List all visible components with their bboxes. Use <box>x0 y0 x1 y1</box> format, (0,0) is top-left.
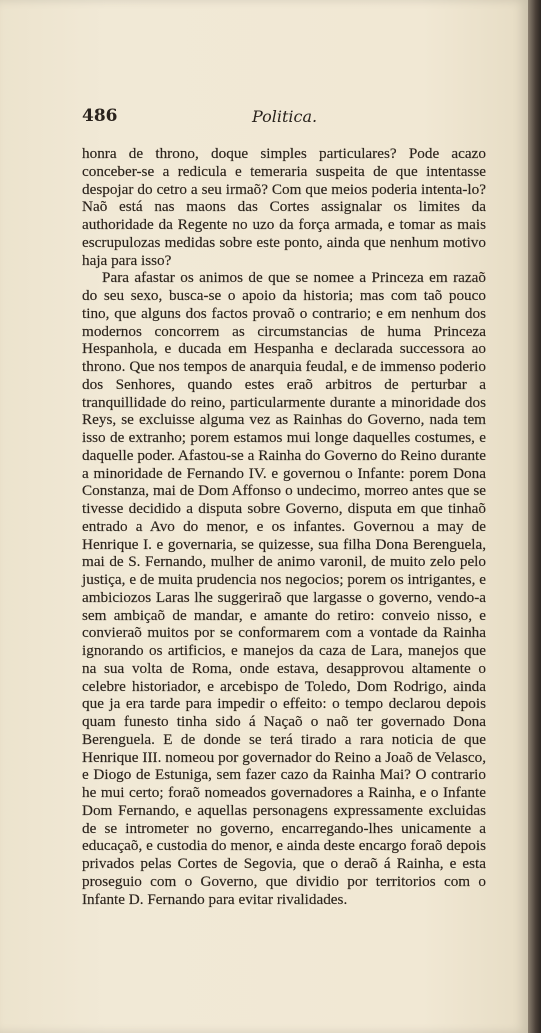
book-spine-edge <box>528 0 541 1033</box>
paragraph-1: honra de throno, doque simples particulares? Pode acazo conceber-se a redicula e temeraria suspeita de que intentasse despojar do cetro a seu irmaõ? Com que meios poderia intenta-lo? Naõ está nas maons das Cortes assignalar os limites da authoridade da Regente no uzo da força armada, e tomar as mais escrupulozas medidas sobre este ponto, ainda que nenhum motivo haja para isso? <box>82 145 486 269</box>
running-head: Politica. <box>252 107 318 126</box>
page-number: 486 <box>82 106 118 126</box>
page-header <box>82 106 486 130</box>
paragraph-2: Para afastar os animos de que se nomee a Princeza em razaõ do seu sexo, busca-se o apoio da historia; mas com taõ pouco tino, que alguns dos factos provaõ o contrario; e em nenhum dos modernos concorrem as circumstancias de huma Princeza Hespanhola, e ducada em Hespanha e declarada successora ao throno. Que nos tempos de anarquia feudal, e de immenso poderio dos Senhores, quando estes eraõ arbitros de perturbar a tranquillidade do reino, particularmente durante a minoridade dos Reys, se excluisse alguma vez as Rainhas do Governo, nada tem isso de extranho; porem estamos mui longe daquelles costumes, e daquelle poder. Afastou-se a Rainha do Governo do Reino durante a minoridade de Fernando IV. e governou o Infante: porem Dona Constanza, mai de Dom Affonso o undecimo, morreo antes que se tivesse decidido a disputa sobre Governo, disputa em que tinhaõ entrado a Avo do menor, e os infantes. Governou a may de Henrique I. e governaria, se quizesse, sua filha Dona Berenguela, mai de S. Fernando, mulher de animo varonil, de muito zelo pelo justiça, e de muita prudencia nos negocios; porem os intrigantes, e ambiciozos Laras lhe suggeriraõ que largasse o governo, vendo-a sem ambiçaõ de mandar, e amante do retiro: conveio nisso, e convieraõ muitos por se conformarem com a vontade da Rainha ignorando os artificios, e manejos da caza de Lara, manejos que na sua volta de Roma, onde estava, desapprovou altamente o celebre historiador, e arcebispo de Toledo, Dom Rodrigo, ainda que ja era tarde para impedir o effeito: o tempo declarou depois quam funesto tinha sido á Naçaõ o naõ ter governado Dona Berenguela. E de donde se terá tirado a rara noticia de que Henrique III. nomeou por governador do Reino a Joaõ de Velasco, e Diogo de Estuniga, sem fazer cazo da Rainha Mai? O contrario he mui certo; foraõ nomeados governadores a Rainha, e o Infante Dom Fernando, e aquellas personagens expressamente excluidas de se intrometer no governo, encarregando-lhes unicamente a educaçaõ, e custodia do menor, e ainda deste encargo foraõ depois privados pelas Cortes de Segovia, que o deraõ á Rainha, e esta proseguio com o Governo, que dividio por territorios com o Infante D. Fernando para evitar rivalidades. <box>82 269 486 908</box>
body-text <box>82 145 486 908</box>
